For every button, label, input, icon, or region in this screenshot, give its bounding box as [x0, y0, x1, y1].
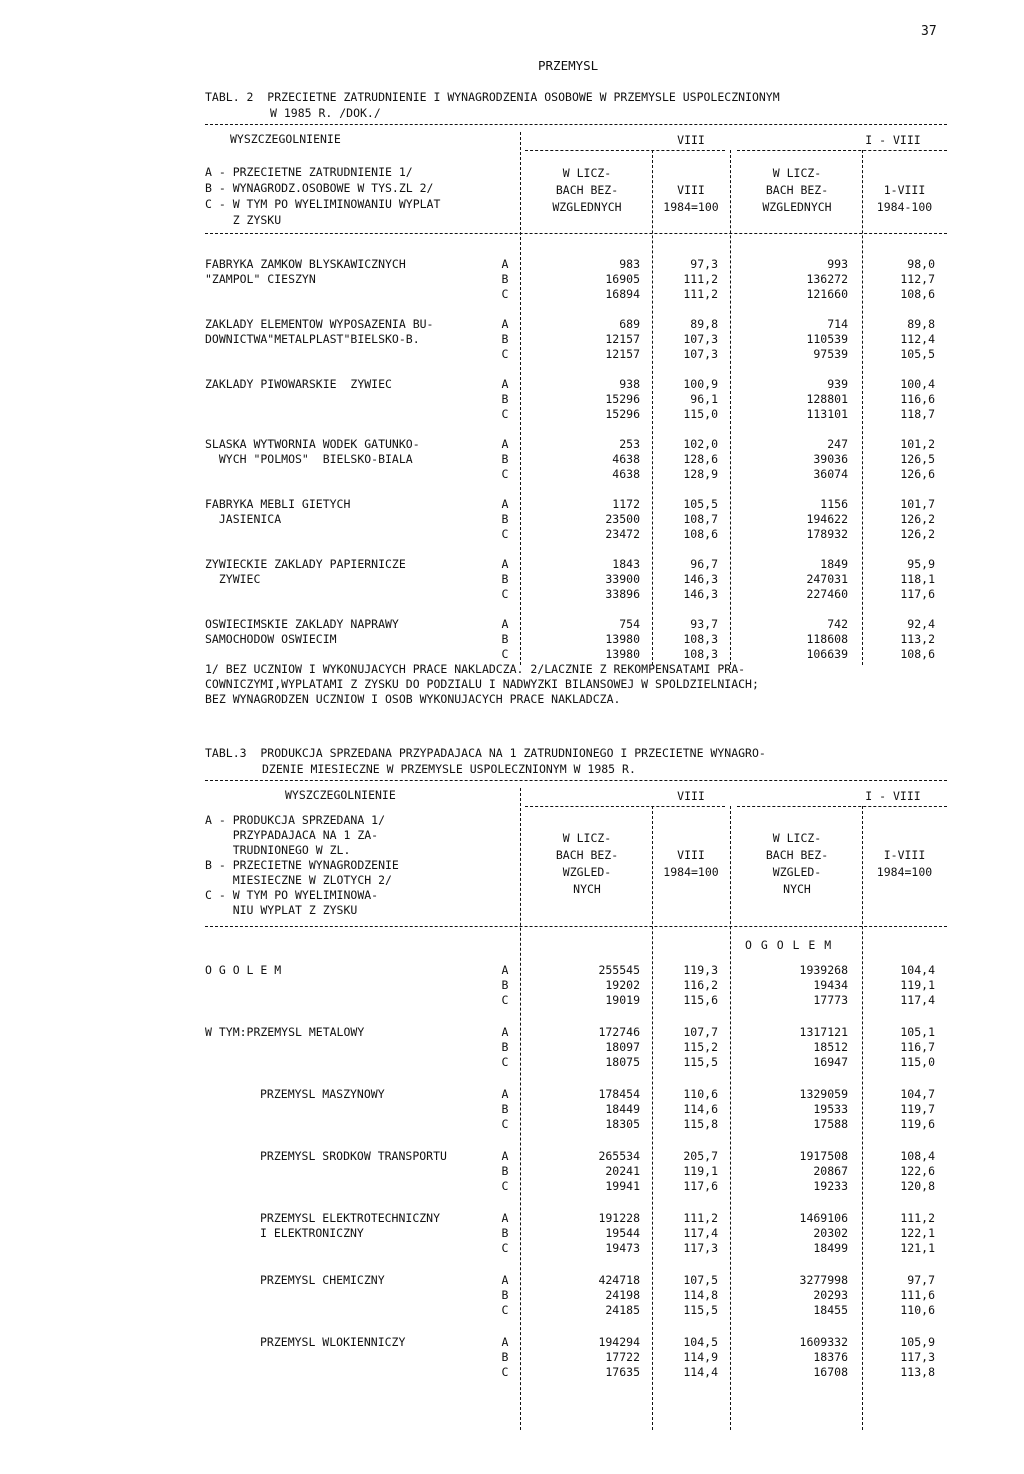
table-3-column-separator	[862, 806, 863, 1430]
table-2-cell-index2: 113,2	[900, 632, 935, 646]
table-3-cell-abs: 172746	[598, 1025, 640, 1039]
table-2-footnote-line: BEZ WYNAGRODZEN UCZNIOW I OSOB WYKONUJACYCH PRACE NAKLADCZA.	[205, 692, 621, 706]
table-2-column-separator	[730, 150, 731, 665]
table-3-row-code: C	[501, 993, 509, 1007]
table-2-cell-abs2: 113101	[806, 407, 848, 421]
table-2-header-line: B - WYNAGRODZ.OSOBOWE W TYS.ZL 2/	[205, 181, 434, 195]
table-2-group-name: OSWIECIMSKIE ZAKLADY NAPRAWY	[205, 617, 399, 631]
table-3-cell-index: 114,6	[683, 1102, 718, 1116]
table-3-cell-index: 115,5	[683, 1303, 718, 1317]
table-2-cell-abs2: 128801	[806, 392, 848, 406]
table-2-row-code: B	[501, 452, 509, 466]
table-2-cell-index2: 126,6	[900, 467, 935, 481]
table-2-group-name: JASIENICA	[205, 512, 282, 526]
table-2-cell-index2: 116,6	[900, 392, 935, 406]
table-2-group-name: SAMOCHODOW OSWIECIM	[205, 632, 337, 646]
table-2-col-idx2-header: 1-VIII	[883, 183, 926, 197]
table-2-cell-abs2: 121660	[806, 287, 848, 301]
table-3-cell-index: 117,6	[683, 1179, 718, 1193]
table-2-header-line: Z ZYSKU	[205, 213, 282, 227]
table-3-cell-abs: 17722	[605, 1350, 640, 1364]
table-3-cell-abs2: 1939268	[799, 963, 848, 977]
table-2-column-separator	[862, 150, 863, 665]
table-2-group-name: FABRYKA ZAMKOW BLYSKAWICZNYCH	[205, 257, 406, 271]
table-3-col-abs2-header: NYCH	[783, 882, 811, 896]
table-3-group-name: PRZEMYSL ELEKTROTECHNICZNY	[260, 1211, 441, 1225]
table-2-row-code: A	[501, 257, 509, 271]
table-3-cell-index2: 119,1	[900, 978, 935, 992]
table-3-cell-abs2: 16947	[813, 1055, 848, 1069]
table-2-cell-abs: 1172	[612, 497, 640, 511]
table-3-cell-abs: 20241	[605, 1164, 640, 1178]
table-3-cell-abs: 19941	[605, 1179, 640, 1193]
table-3-row-code: C	[501, 1055, 509, 1069]
table-2-cell-index: 96,7	[690, 557, 718, 571]
table-3-cell-abs: 18449	[605, 1102, 640, 1116]
table-3-cell-index: 111,2	[683, 1211, 718, 1225]
table-2-group-name: ZAKLADY ELEMENTOW WYPOSAZENIA BU-	[205, 317, 434, 331]
table-2-cell-abs: 23472	[605, 527, 640, 541]
table-2-group-name: ZAKLADY PIWOWARSKIE ZYWIEC	[205, 377, 392, 391]
table-3-group-name: I ELEKTRONICZNY	[260, 1226, 364, 1240]
table-3-cell-abs: 19473	[605, 1241, 640, 1255]
table-2-cell-index: 111,2	[683, 287, 718, 301]
table-2-col-abs2-header: WZGLEDNYCH	[762, 200, 832, 214]
table-3-cell-abs2: 3277998	[799, 1273, 848, 1287]
table-2-cell-abs2: 1156	[820, 497, 848, 511]
table-3-cell-abs: 24198	[605, 1288, 640, 1302]
table-3-row-code: C	[501, 1365, 509, 1379]
table-3-col-idx-header: 1984=100	[663, 865, 719, 879]
table-2-cell-abs: 253	[619, 437, 640, 451]
table-3-col-idx2-header: I-VIII	[883, 848, 926, 862]
table-3-row-code: C	[501, 1179, 509, 1193]
table-2-cell-abs2: 118608	[806, 632, 848, 646]
table-3-col-abs-header: BACH BEZ-	[555, 848, 619, 862]
table-3-header-line: A - PRODUKCJA SPRZEDANA 1/	[205, 813, 386, 827]
table-2-cell-index2: 126,5	[900, 452, 935, 466]
table-2-cell-abs: 754	[619, 617, 640, 631]
table-2-cell-index2: 108,6	[900, 647, 935, 661]
table-3-cell-abs2: 16708	[813, 1365, 848, 1379]
table-2-row-code: A	[501, 317, 509, 331]
table-2-top-rule	[205, 124, 947, 125]
table-2-group-name: WYCH "POLMOS" BIELSKO-BIALA	[205, 452, 413, 466]
table-3-cell-abs2: 18512	[813, 1040, 848, 1054]
table-2-group-name: ZYWIEC	[205, 572, 261, 586]
table-2-cell-abs2: 714	[827, 317, 848, 331]
table-3-cell-abs: 194294	[598, 1335, 640, 1349]
table-2-col-abs2-header: BACH BEZ-	[765, 183, 829, 197]
table-3-cell-abs2: 19233	[813, 1179, 848, 1193]
table-3-group-name: O G O L E M	[205, 963, 282, 977]
table-3-group-rule-viii	[525, 806, 725, 807]
table-2-row-code: B	[501, 632, 509, 646]
table-3-column-separator	[730, 806, 731, 1430]
table-3-header-line: C - W TYM PO WYELIMINOWA-	[205, 888, 379, 902]
table-3-cell-index2: 105,1	[900, 1025, 935, 1039]
table-2-cell-index: 97,3	[690, 257, 718, 271]
table-2-cell-abs: 23500	[605, 512, 640, 526]
table-3-cell-abs: 265534	[598, 1149, 640, 1163]
table-2-cell-index: 108,3	[683, 647, 718, 661]
table-2-header-rule	[205, 233, 947, 234]
table-2-row-code: B	[501, 272, 509, 286]
table-2-cell-index: 100,9	[683, 377, 718, 391]
table-3-row-code: A	[501, 963, 509, 977]
table-2-group-name: ZYWIECKIE ZAKLADY PAPIERNICZE	[205, 557, 406, 571]
table-2-cell-abs2: 247031	[806, 572, 848, 586]
table-3-cell-index2: 116,7	[900, 1040, 935, 1054]
table-2-row-code: C	[501, 647, 509, 661]
table-3-row-code: B	[501, 1288, 509, 1302]
table-2-header-line: A - PRZECIETNE ZATRUDNIENIE 1/	[205, 165, 413, 179]
table-3-cell-index: 115,2	[683, 1040, 718, 1054]
table-2-cell-abs: 33896	[605, 587, 640, 601]
table-3-cell-index: 114,4	[683, 1365, 718, 1379]
table-2-cell-index: 93,7	[690, 617, 718, 631]
table-2-cell-abs2: 106639	[806, 647, 848, 661]
table-2-cell-index2: 101,7	[900, 497, 935, 511]
table-3-cell-index2: 105,9	[900, 1335, 935, 1349]
table-2-row-code: B	[501, 512, 509, 526]
table-3-group-name: PRZEMYSL MASZYNOWY	[260, 1087, 385, 1101]
table-2-group-rule-i-viii	[737, 150, 947, 151]
table-3-cell-abs2: 17588	[813, 1117, 848, 1131]
table-2-cell-abs: 15296	[605, 392, 640, 406]
table-2-cell-abs: 983	[619, 257, 640, 271]
table-3-ogolem-banner: O G O L E M	[745, 938, 833, 952]
table-3-cell-index: 117,4	[683, 1226, 718, 1240]
table-2-col-abs-header: BACH BEZ-	[555, 183, 619, 197]
section-title: PRZEMYSL	[538, 58, 599, 73]
table-2-row-code: A	[501, 617, 509, 631]
table-3-cell-index: 119,3	[683, 963, 718, 977]
table-3-header-line: NIU WYPLAT Z ZYSKU	[205, 903, 358, 917]
table-3-cell-index: 115,5	[683, 1055, 718, 1069]
table-2-cell-abs: 938	[619, 377, 640, 391]
table-3-cell-index: 110,6	[683, 1087, 718, 1101]
table-2-cell-index: 146,3	[683, 572, 718, 586]
table-3-cell-index: 107,7	[683, 1025, 718, 1039]
table-3-row-code: A	[501, 1025, 509, 1039]
table-3-cell-index2: 117,3	[900, 1350, 935, 1364]
table-3-cell-abs2: 1917508	[799, 1149, 848, 1163]
table-2-cell-index: 102,0	[683, 437, 718, 451]
table-2-row-code: C	[501, 527, 509, 541]
table-3-cell-abs2: 19434	[813, 978, 848, 992]
table-3-cell-index2: 120,8	[900, 1179, 935, 1193]
table-2-col-idx-header: VIII	[677, 183, 705, 197]
table-3-cell-index: 119,1	[683, 1164, 718, 1178]
table-2-cell-index2: 118,1	[900, 572, 935, 586]
table-3-cell-abs: 24185	[605, 1303, 640, 1317]
table-2-cell-index: 115,0	[683, 407, 718, 421]
table-3-top-rule	[205, 780, 947, 781]
table-3-col-abs2-header: BACH BEZ-	[765, 848, 829, 862]
table-2-cell-index2: 117,6	[900, 587, 935, 601]
table-2-cell-index: 128,9	[683, 467, 718, 481]
table-2-cell-index2: 112,7	[900, 272, 935, 286]
table-3-cell-abs: 255545	[598, 963, 640, 977]
table-2-col-abs2-header: W LICZ-	[772, 166, 822, 180]
table-2-cell-abs2: 993	[827, 257, 848, 271]
table-3-group-viii: VIII	[677, 789, 705, 803]
table-3-cell-index2: 119,6	[900, 1117, 935, 1131]
table-2-group-viii: VIII	[677, 133, 705, 147]
table-3-cell-abs2: 1609332	[799, 1335, 848, 1349]
table-3-cell-abs2: 19533	[813, 1102, 848, 1116]
table-2-group-i-viii: I - VIII	[865, 133, 921, 147]
table-2-cell-abs2: 136272	[806, 272, 848, 286]
table-2-row-code: C	[501, 587, 509, 601]
table-2-cell-index: 107,3	[683, 332, 718, 346]
table-2-row-code: C	[501, 467, 509, 481]
table-2-column-separator	[652, 150, 653, 665]
table-3-cell-index2: 122,6	[900, 1164, 935, 1178]
table-2-cell-index: 146,3	[683, 587, 718, 601]
table-3-cell-abs: 18097	[605, 1040, 640, 1054]
table-3-cell-abs2: 20867	[813, 1164, 848, 1178]
table-2-group-rule-viii	[525, 150, 725, 151]
table-2-cell-index: 105,5	[683, 497, 718, 511]
table-3-header-line: B - PRZECIETNE WYNAGRODZENIE	[205, 858, 399, 872]
page-number: 37	[921, 24, 937, 39]
table-3-row-code: B	[501, 1226, 509, 1240]
table-2-cell-abs: 689	[619, 317, 640, 331]
table-3-col-abs-header: NYCH	[573, 882, 601, 896]
table-2-cell-index2: 118,7	[900, 407, 935, 421]
table-3-cell-abs2: 1317121	[799, 1025, 848, 1039]
table-3-column-separator	[652, 806, 653, 1430]
table-3-cell-abs2: 20302	[813, 1226, 848, 1240]
table-3-cell-index2: 111,2	[900, 1211, 935, 1225]
table-2-cell-index2: 126,2	[900, 527, 935, 541]
table-3-header-line: TRUDNIONEGO W ZL.	[205, 843, 351, 857]
table-2-title-line2: W 1985 R. /DOK./	[270, 106, 381, 120]
table-3-row-code: C	[501, 1241, 509, 1255]
table-3-cell-abs: 424718	[598, 1273, 640, 1287]
table-3-header-line: PRZYPADAJACA NA 1 ZA-	[205, 828, 379, 842]
table-2-group-name: FABRYKA MEBLI GIETYCH	[205, 497, 351, 511]
table-3-row-code: B	[501, 1102, 509, 1116]
table-2-header-title: WYSZCZEGOLNIENIE	[230, 132, 341, 146]
table-3-header-title: WYSZCZEGOLNIENIE	[285, 788, 396, 802]
table-2-cell-index2: 126,2	[900, 512, 935, 526]
table-2-cell-index2: 98,0	[907, 257, 935, 271]
table-2-cell-abs2: 939	[827, 377, 848, 391]
table-2-row-code: B	[501, 332, 509, 346]
table-3-group-name: W TYM:PRZEMYSL METALOWY	[205, 1025, 365, 1039]
table-2-row-code: B	[501, 572, 509, 586]
table-3-col-abs-header: W LICZ-	[562, 831, 612, 845]
table-2-cell-abs2: 36074	[813, 467, 848, 481]
table-2-col-idx-header: 1984=100	[663, 200, 719, 214]
table-3-col-idx-header: VIII	[677, 848, 705, 862]
table-2-cell-abs: 16905	[605, 272, 640, 286]
table-2-cell-index: 89,8	[690, 317, 718, 331]
table-3-header-rule	[205, 926, 947, 927]
table-2-cell-index: 108,3	[683, 632, 718, 646]
table-2-cell-abs: 13980	[605, 647, 640, 661]
table-3-col-idx2-header: 1984=100	[876, 865, 933, 879]
table-3-row-code: A	[501, 1335, 509, 1349]
table-3-cell-abs2: 20293	[813, 1288, 848, 1302]
table-3-group-name: PRZEMYSL CHEMICZNY	[260, 1273, 385, 1287]
table-3-cell-index2: 117,4	[900, 993, 935, 1007]
table-3-cell-index2: 119,7	[900, 1102, 935, 1116]
table-2-cell-abs2: 178932	[806, 527, 848, 541]
table-2-cell-index2: 95,9	[907, 557, 935, 571]
table-3-group-name: PRZEMYSL SRODKOW TRANSPORTU	[260, 1149, 447, 1163]
table-3-group-name: PRZEMYSL WLOKIENNICZY	[260, 1335, 406, 1349]
table-2-cell-abs: 1843	[612, 557, 640, 571]
table-3-col-abs2-header: WZGLED-	[772, 865, 822, 879]
table-2-cell-abs2: 110539	[806, 332, 848, 346]
table-3-cell-abs2: 1329059	[799, 1087, 848, 1101]
table-2-cell-index2: 105,5	[900, 347, 935, 361]
table-3-group-rule-i-viii	[737, 806, 947, 807]
table-3-cell-abs: 17635	[605, 1365, 640, 1379]
table-2-cell-index2: 112,4	[900, 332, 935, 346]
table-2-cell-abs2: 247	[827, 437, 848, 451]
table-2-row-code: A	[501, 497, 509, 511]
table-3-group-i-viii: I - VIII	[865, 789, 921, 803]
table-2-cell-index: 111,2	[683, 272, 718, 286]
table-2-cell-index2: 101,2	[900, 437, 935, 451]
table-3-cell-index: 117,3	[683, 1241, 718, 1255]
table-3-cell-index: 115,6	[683, 993, 718, 1007]
table-2-cell-index2: 89,8	[907, 317, 935, 331]
table-2-col-idx2-header: 1984-100	[876, 200, 933, 214]
table-3-cell-index2: 121,1	[900, 1241, 935, 1255]
table-3-cell-index2: 113,8	[900, 1365, 935, 1379]
table-3-cell-abs: 191228	[598, 1211, 640, 1225]
table-3-cell-index2: 122,1	[900, 1226, 935, 1240]
table-3-col-abs-header: WZGLED-	[562, 865, 612, 879]
table-2-row-code: A	[501, 437, 509, 451]
table-2-cell-index2: 100,4	[900, 377, 935, 391]
table-2-column-separator	[520, 132, 521, 665]
table-2-row-code: C	[501, 347, 509, 361]
table-3-title-line2: DZENIE MIESIECZNE W PRZEMYSLE USPOLECZNIONYM W 1985 R.	[262, 762, 636, 776]
table-3-row-code: C	[501, 1117, 509, 1131]
table-3-row-code: A	[501, 1149, 509, 1163]
table-2-cell-abs2: 194622	[806, 512, 848, 526]
table-2-cell-index: 128,6	[683, 452, 718, 466]
table-3-cell-index: 114,8	[683, 1288, 718, 1302]
table-3-cell-index2: 104,7	[900, 1087, 935, 1101]
table-2-cell-index: 96,1	[690, 392, 718, 406]
table-2-col-abs-header: WZGLEDNYCH	[552, 200, 622, 214]
table-3-column-separator	[520, 788, 521, 1430]
table-3-cell-index2: 110,6	[900, 1303, 935, 1317]
table-3-cell-abs: 178454	[598, 1087, 640, 1101]
table-3-cell-abs2: 1469106	[799, 1211, 848, 1225]
table-2-cell-abs2: 742	[827, 617, 848, 631]
table-3-cell-abs2: 18499	[813, 1241, 848, 1255]
table-2-cell-abs2: 97539	[813, 347, 848, 361]
table-3-cell-index2: 108,4	[900, 1149, 935, 1163]
table-2-cell-index: 108,7	[683, 512, 718, 526]
table-3-cell-index: 116,2	[683, 978, 718, 992]
table-2-cell-abs: 13980	[605, 632, 640, 646]
table-2-group-name: "ZAMPOL" CIESZYN	[205, 272, 316, 286]
table-3-cell-index: 107,5	[683, 1273, 718, 1287]
table-2-group-name: SLASKA WYTWORNIA WODEK GATUNKO-	[205, 437, 420, 451]
table-3-row-code: B	[501, 1164, 509, 1178]
table-3-cell-abs: 19202	[605, 978, 640, 992]
table-3-row-code: B	[501, 1040, 509, 1054]
table-2-cell-abs2: 39036	[813, 452, 848, 466]
table-3-row-code: C	[501, 1303, 509, 1317]
table-3-row-code: B	[501, 1350, 509, 1364]
table-3-cell-index: 104,5	[683, 1335, 718, 1349]
table-2-cell-abs2: 227460	[806, 587, 848, 601]
table-2-cell-index2: 108,6	[900, 287, 935, 301]
table-2-row-code: B	[501, 392, 509, 406]
table-3-row-code: A	[501, 1087, 509, 1101]
table-2-cell-index: 108,6	[683, 527, 718, 541]
table-2-footnote-line: COWNICZYMI,WYPLATAMI Z ZYSKU DO PODZIALU I NADWYZKI BILANSOWEJ W SPOLDZIELNIACH;	[205, 677, 759, 691]
table-3-cell-index: 205,7	[683, 1149, 718, 1163]
table-2-group-name: DOWNICTWA"METALPLAST"BIELSKO-B.	[205, 332, 420, 346]
table-3-cell-abs2: 18455	[813, 1303, 848, 1317]
table-3-title: TABL.3 PRODUKCJA SPRZEDANA PRZYPADAJACA NA 1 ZATRUDNIONEGO I PRZECIETNE WYNAGRO-	[205, 746, 766, 760]
table-3-cell-abs: 19019	[605, 993, 640, 1007]
table-2-col-abs-header: W LICZ-	[562, 166, 612, 180]
table-2-cell-abs: 12157	[605, 332, 640, 346]
table-2-cell-abs: 4638	[612, 452, 640, 466]
table-2-cell-abs: 15296	[605, 407, 640, 421]
table-2-cell-index: 107,3	[683, 347, 718, 361]
table-3-cell-index2: 104,4	[900, 963, 935, 977]
table-3-cell-abs2: 18376	[813, 1350, 848, 1364]
table-3-cell-index2: 97,7	[907, 1273, 935, 1287]
table-2-row-code: C	[501, 407, 509, 421]
table-3-cell-index2: 115,0	[900, 1055, 935, 1069]
table-3-row-code: A	[501, 1273, 509, 1287]
table-2-row-code: A	[501, 557, 509, 571]
table-3-cell-abs: 18305	[605, 1117, 640, 1131]
table-2-row-code: A	[501, 377, 509, 391]
table-2-cell-abs: 4638	[612, 467, 640, 481]
table-2-cell-abs: 16894	[605, 287, 640, 301]
table-2-title: TABL. 2 PRZECIETNE ZATRUDNIENIE I WYNAGRODZENIA OSOBOWE W PRZEMYSLE USPOLECZNIONYM	[205, 90, 780, 104]
table-2-cell-abs2: 1849	[820, 557, 848, 571]
table-2-cell-index2: 92,4	[907, 617, 935, 631]
table-2-cell-abs: 12157	[605, 347, 640, 361]
table-3-cell-index: 114,9	[683, 1350, 718, 1364]
table-3-cell-abs2: 17773	[813, 993, 848, 1007]
table-2-cell-abs: 33900	[605, 572, 640, 586]
table-3-row-code: A	[501, 1211, 509, 1225]
table-2-row-code: C	[501, 287, 509, 301]
table-3-cell-abs: 18075	[605, 1055, 640, 1069]
table-3-row-code: B	[501, 978, 509, 992]
table-3-header-line: MIESIECZNE W ZLOTYCH 2/	[205, 873, 392, 887]
table-2-footnote-line: 1/ BEZ UCZNIOW I WYKONUJACYCH PRACE NAKLADCZA. 2/LACZNIE Z REKOMPENSATAMI PRA-	[205, 662, 746, 676]
table-3-cell-abs: 19544	[605, 1226, 640, 1240]
table-3-cell-index2: 111,6	[900, 1288, 935, 1302]
table-3-cell-index: 115,8	[683, 1117, 718, 1131]
table-3-col-abs2-header: W LICZ-	[772, 831, 822, 845]
table-2-header-line: C - W TYM PO WYELIMINOWANIU WYPLAT	[205, 197, 441, 211]
